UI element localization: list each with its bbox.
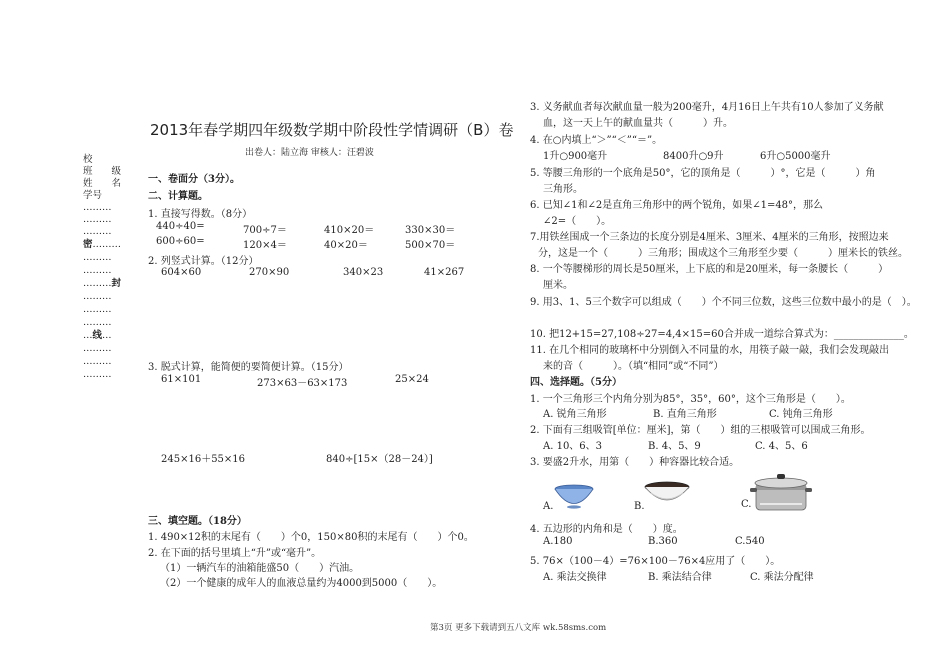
seal-dots-6: ……… <box>83 291 112 302</box>
fill-q5-line2: 三角形。 <box>543 184 583 195</box>
bowl-a-image <box>553 484 595 510</box>
calc-item: 500×70＝ <box>405 240 456 251</box>
seal-dots-5: ……… <box>83 265 112 276</box>
fill-q11-line2: 来的音（ ）。（填“相同”或“不同”） <box>543 361 724 372</box>
choice-option: B. <box>634 501 645 512</box>
seal-dots-8: ……… <box>83 317 112 328</box>
choice-option: C.540 <box>735 536 765 547</box>
choice-option: C. <box>741 499 752 510</box>
calc-item: 330×30＝ <box>405 225 456 236</box>
seal-dots-9: ……… <box>83 343 112 354</box>
seal-dots-4: ……… <box>83 252 112 263</box>
fill-q5-line1: 5. 等腰三角形的一个底角是50°，它的顶角是（ ）°，它是（ ）角 <box>530 168 876 179</box>
expr-item: 25×24 <box>395 374 429 385</box>
choice-q2: 2. 下面有三组吸管[单位：厘米]，第（ ）组的三根吸管可以围成三角形。 <box>530 425 871 436</box>
seal-dots-3: ……… <box>83 226 112 237</box>
fill-q2a: （1）一辆汽车的油箱能盛50（ ）汽油。 <box>160 563 360 574</box>
choice-option: A. 10、6、3 <box>543 441 603 452</box>
page-footer: 第3页 更多下载请到五八文库 wk.58sms.com <box>430 623 607 633</box>
choice-option: B. 乘法结合律 <box>648 572 712 583</box>
fill-q6-line2: ∠2=（ ）。 <box>543 216 612 227</box>
q2-1-label: 1. 直接写得数。（8分） <box>148 209 253 220</box>
expr-item: 273×63－63×173 <box>257 378 348 389</box>
section1-heading: 一、卷面分（3分）。 <box>148 174 240 185</box>
calc-item: 40×20＝ <box>324 240 368 251</box>
choice-option: B.360 <box>648 536 678 547</box>
calc-item: 440÷40= <box>156 221 205 232</box>
choice-q4: 4. 五边形的内角和是（ ）度。 <box>530 524 683 535</box>
seal-dots-2: ……… <box>83 214 112 225</box>
seal-mi: 密……… <box>83 239 122 250</box>
fill-q8-line2: 厘米。 <box>543 280 573 291</box>
authors-line: 出卷人：陆立海 审核人：汪碧波 <box>245 148 374 158</box>
seal-name: 姓 名 <box>83 178 122 189</box>
q2-2-label: 2. 列竖式计算。（12分） <box>148 256 259 267</box>
vertical-calc-item: 270×90 <box>249 267 290 278</box>
choice-option: A. 锐角三角形 <box>543 409 607 420</box>
fill-q7-line1: 7.用铁丝围成一个三条边的长度分别是4厘米、3厘米、4厘米的三角形，按照边来 <box>530 232 889 243</box>
choice-option: A.180 <box>543 536 573 547</box>
fill-q3-line1: 3. 义务献血者每次献血量一般为200毫升，4月16日上午共有10人参加了义务献 <box>530 102 884 113</box>
compare-item: 8400升○9升 <box>663 151 724 162</box>
fill-q9: 9. 用3、1、5三个数字可以组成（ ）个不同三位数，这些三位数中最小的是（ ）。 <box>530 297 917 308</box>
fill-q10: 10. 把12+15=27,108÷27=4,4×15=60合并成一道综合算式为：______________。 <box>530 329 914 340</box>
compare-item: 6升○5000毫升 <box>760 151 831 162</box>
choice-option: A. <box>543 501 554 512</box>
choice-option: C. 乘法分配律 <box>750 572 814 583</box>
choice-option: A. 乘法交换律 <box>543 572 607 583</box>
choice-option: C. 钝角三角形 <box>769 409 833 420</box>
seal-dots-11: ……… <box>83 369 112 380</box>
expr-item: 840÷[15×（28－24）] <box>326 454 433 465</box>
q2-3-label: 3. 脱式计算，能简便的要简便计算。（15分） <box>148 362 349 373</box>
fill-q3-line2: 血，这一天上午的献血量共（ ）升。 <box>543 118 733 129</box>
seal-id: 学号 <box>83 190 103 201</box>
fill-q11-line1: 11. 在几个相同的玻璃杯中分别倒入不同量的水，用筷子敲一敲，我们会发现敲出 <box>530 345 890 356</box>
vertical-calc-item: 604×60 <box>161 267 202 278</box>
fill-q2b: （2）一个健康的成年人的血液总量约为4000到5000（ ）。 <box>160 578 443 589</box>
section3-heading: 三、填空题。（18分） <box>148 516 247 527</box>
vertical-calc-item: 41×267 <box>424 267 465 278</box>
choice-option: B. 4、5、9 <box>648 441 701 452</box>
section4-heading: 四、选择题。（5分） <box>530 377 622 388</box>
seal-class: 班 级 <box>83 166 122 177</box>
pot-c-image <box>750 470 812 514</box>
bowl-b-image <box>643 481 691 507</box>
choice-option: C. 4、5、6 <box>755 441 808 452</box>
expr-item: 61×101 <box>161 374 202 385</box>
vertical-calc-item: 340×23 <box>343 267 384 278</box>
seal-dots-10: ……… <box>83 356 112 367</box>
calc-item: 120×4＝ <box>243 240 287 251</box>
seal-xian: …线… <box>83 330 112 341</box>
choice-q5: 5. 76×（100－4）=76×100－76×4应用了（ ）。 <box>530 556 781 567</box>
section2-heading: 二、计算题。 <box>148 191 208 202</box>
fill-q1: 1. 490×12积的末尾有（ ）个0，150×80积的末尾有（ ）个0。 <box>148 532 474 543</box>
fill-q4: 4. 在○内填上“＞”“＜”“＝”。 <box>530 135 663 146</box>
calc-item: 700÷7＝ <box>243 225 287 236</box>
calc-item: 410×20＝ <box>324 225 375 236</box>
fill-q2: 2. 在下面的括号里填上“升”或“毫升”。 <box>148 548 322 559</box>
seal-feng: ………封 <box>83 278 122 289</box>
fill-q6-line1: 6. 已知∠1和∠2是直角三角形中的两个锐角，如果∠1=48°，那么 <box>530 200 824 211</box>
seal-school: 校 <box>83 154 93 165</box>
seal-dots-7: ……… <box>83 304 112 315</box>
page-title: 2013年春学期四年级数学期中阶段性学情调研（B）卷 <box>150 121 514 139</box>
compare-item: 1升○900毫升 <box>543 151 608 162</box>
expr-item: 245×16＋55×16 <box>161 454 246 465</box>
choice-q1: 1. 一个三角形三个内角分别为85°，35°，60°，这个三角形是（ ）。 <box>530 394 851 405</box>
fill-q7-line2: 分，这是一个（ ）三角形；围成这个三角形至少要（ ）厘米长的铁丝。 <box>538 248 908 259</box>
seal-dots-1: ……… <box>83 202 112 213</box>
choice-option: B. 直角三角形 <box>653 409 717 420</box>
choice-q3: 3. 要盛2升水，用第（ ）种容器比较合适。 <box>530 457 740 468</box>
calc-item: 600÷60= <box>156 236 205 247</box>
fill-q8-line1: 8. 一个等腰梯形的周长是50厘米，上下底的和是20厘米，每一条腰长（ ） <box>530 264 889 275</box>
